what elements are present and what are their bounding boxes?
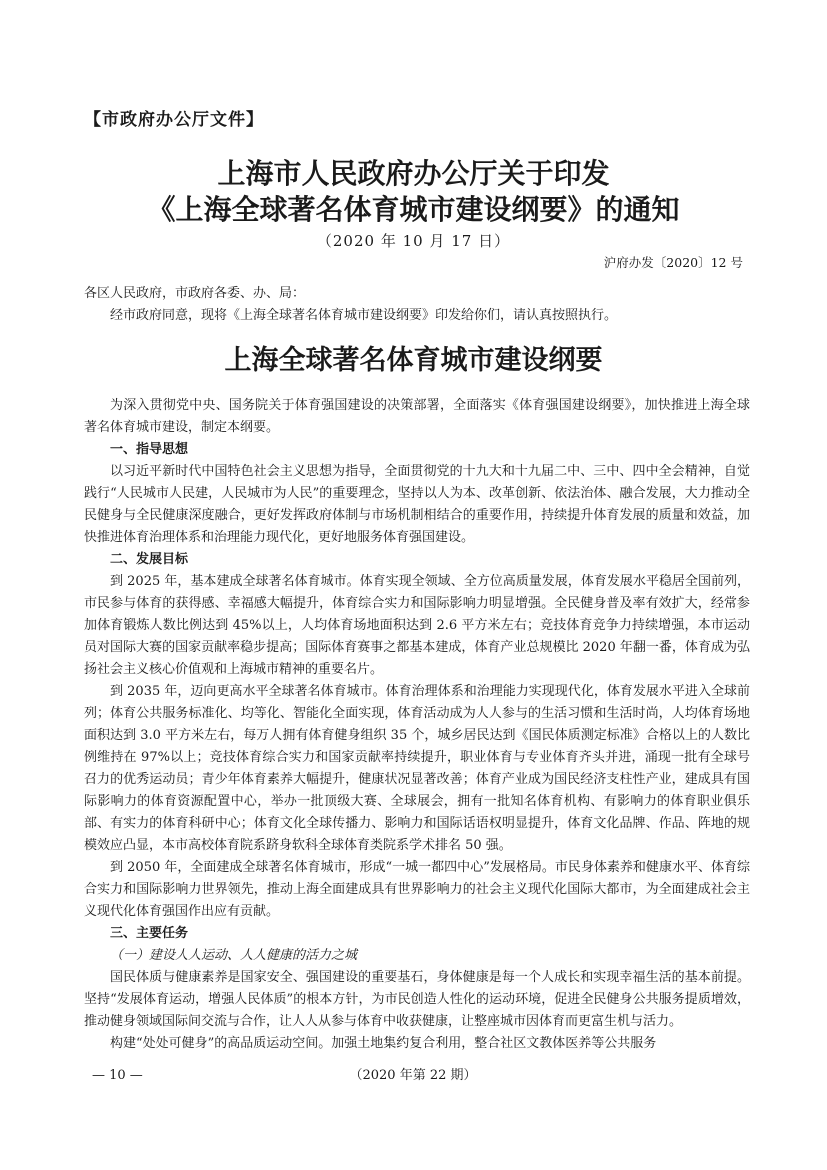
guiding-ideology-paragraph: 以习近平新时代中国特色社会主义思想为指导，全面贯彻党的十九大和十九届二中、三中、四中全会精神，自觉践行“人民城市人民建，人民城市为人民”的重要理念，坚持以人为本、改革创新、依法治体、融合发展，大力推动全民健身与全民健康深度融合，更好发挥政府体制与市场机制相结合的重要作用，持续提升体育发展的质量和效益，加快推进体育治理体系和治理能力现代化，更好地服务体育强国建设。	[84, 464, 750, 545]
document-number: 沪府办发〔2020〕12 号	[603, 255, 743, 270]
section-heading-guiding-ideology: 一、指导思想	[110, 442, 189, 457]
section-heading-main-tasks: 三、主要任务	[110, 926, 189, 941]
salutation: 各区人民政府，市政府各委、办、局：	[84, 286, 306, 301]
task1-paragraph-2: 构建“处处可健身”的高品质运动空间。加强土地集约复合利用，整合社区文教体医养等公共服务	[110, 1036, 657, 1051]
notice-date: （2020 年 10 月 17 日）	[316, 232, 511, 250]
notice-title-line2: 《上海全球著名体育城市建设纲要》的通知	[147, 193, 680, 226]
outline-title: 上海全球著名体育城市建设纲要	[224, 345, 603, 376]
goal-2035-paragraph: 到 2035 年，迈向更高水平全球著名体育城市。体育治理体系和治理能力实现现代化，体育发展水平进入全球前列；体育公共服务标准化、均等化、智能化全面实现，体育活动成为人人参与的生活习惯和生活时尚，人均体育场地面积达到 3.0 平方米左右，每万人拥有体育健身组织 35 个，城乡居民达到《国民体质测定标准》合格以上的人数比例维持在 97%以上；竞技体育综合实力和国家贡献率持续提升，职业体育与专业体育齐头并进，涌现一批有全球号召力的优秀运动员；青少年体育素养大幅提升，健康状况显著改善；体育产业成为国民经济支柱性产业，建成具有国际影响力的体育资源配置中心，举办一批顶级大赛、全球展会，拥有一批知名体育机构、有影响力的体育职业俱乐部、有实力的体育科研中心；体育文化全球传播力、影响力和国际话语权明显提升，体育文化品牌、作品、阵地的规模效应凸显，本市高校体育院系跻身软科全球体育类院系学术排名 50 强。	[84, 684, 750, 853]
goal-2025-paragraph: 到 2025 年，基本建成全球著名体育城市。体育实现全领域、全方位高质量发展，体育发展水平稳居全国前列，市民参与体育的获得感、幸福感大幅提升，体育综合实力和国际影响力明显增强。全民健身普及率有效扩大，经常参加体育锻炼人数比例达到 45%以上，人均体育场地面积达到 2.6 平方米左右；竞技体育竞争力持续增强，本市运动员对国际大赛的国家贡献率稳步提高；国际体育赛事之都基本建成，体育产业总规模比 2020 年翻一番，体育成为弘扬社会主义核心价值观和上海城市精神的重要名片。	[84, 574, 750, 677]
instruction-text: 经市政府同意，现将《上海全球著名体育城市建设纲要》印发给你们，请认真按照执行。	[110, 308, 618, 323]
document-number-row	[0, 252, 827, 273]
task1-heading: （一）建设人人运动、人人健康的活力之城	[110, 948, 358, 963]
issue-number: （2020 年第 22 期）	[349, 1068, 477, 1083]
section-tag: 【市政府办公厅文件】	[84, 110, 264, 130]
task1-paragraph: 国民体质与健康素养是国家安全、强国建设的重要基石，身体健康是每一个人成长和实现幸福生活的基本前提。坚持“发展体育运动，增强人民体质”的根本方针，为市民创造人性化的运动环境，促进全民健身公共服务提质增效，推动健身领域国际间交流与合作，让人人从参与体育中收获健康，让整座城市因体育而更富生机与活力。	[84, 970, 750, 1029]
section-heading-development-goals: 二、发展目标	[110, 552, 189, 567]
page-number: — 10 —	[92, 1068, 143, 1083]
page-footer	[0, 1065, 827, 1087]
goal-2050-paragraph: 到 2050 年，全面建成全球著名体育城市，形成“一城一都四中心”发展格局。市民身体素养和健康水平、体育综合实力和国际影响力世界领先，推动上海全面建成具有世界影响力的社会主义现代化国际大都市，为全面建成社会主义现代化体育强国作出应有贡献。	[84, 860, 750, 919]
outline-body	[84, 395, 750, 1055]
notice-title-line1: 上海市人民政府办公厅关于印发	[217, 157, 610, 190]
intro-paragraph: 为深入贯彻党中央、国务院关于体育强国建设的决策部署，全面落实《体育强国建设纲要》，加快推进上海全球著名体育城市建设，制定本纲要。	[84, 398, 750, 435]
